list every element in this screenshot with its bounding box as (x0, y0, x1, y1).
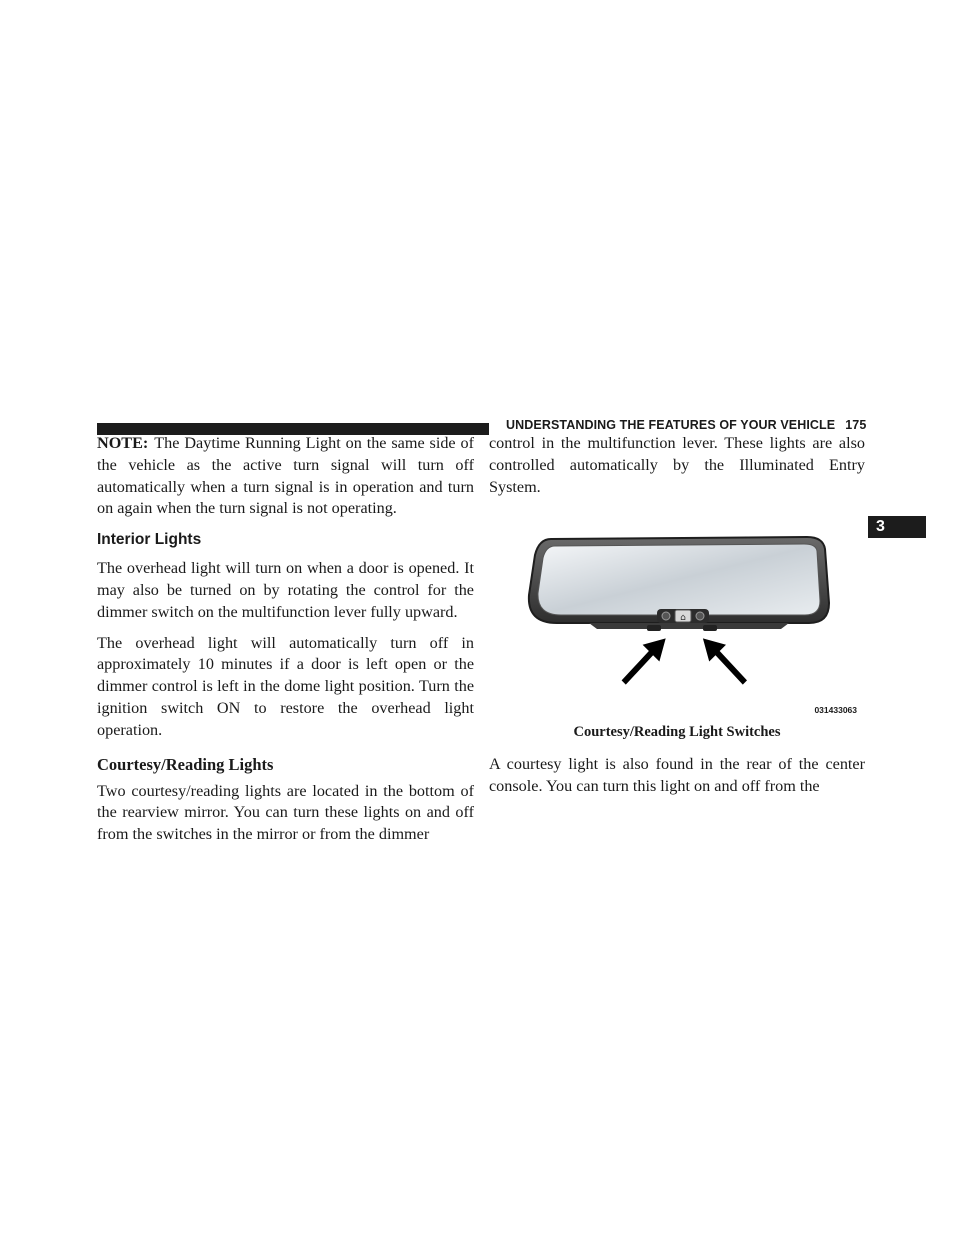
right-arrow-icon (703, 638, 747, 684)
running-header (506, 418, 866, 432)
rearview-mirror-illustration (489, 525, 865, 715)
chapter-tab: 3 (868, 516, 926, 538)
right-column-top (489, 433, 865, 498)
right-light-switch (696, 612, 704, 620)
right-column-bottom (489, 754, 865, 798)
right-lamp (703, 625, 717, 631)
mirror-base-lip (589, 623, 789, 629)
note-text: The Daytime Running Light on the same side of the vehicle as the active turn signal will turn off automatically when a turn signal is in operation and turn on again when the turn signal is not operating. (97, 434, 474, 518)
interior-paragraph-1: The overhead light will turn on when a door is opened. It may also be turned on by rotating the control for the dimmer switch on the multifunction lever fully upward. (97, 559, 474, 621)
figure-id: 031433063 (814, 705, 857, 715)
interior-paragraph-2: The overhead light will automatically turn off in approximately 10 minutes if a door is left open or the dimmer control is left in the dome light position. Turn the ignition switch ON to restore the overhead light operation. (97, 633, 474, 739)
left-lamp (647, 625, 661, 631)
mirror-glass (538, 544, 820, 615)
page-number: 175 (845, 418, 867, 432)
note-label: NOTE: (97, 434, 149, 452)
left-column (97, 433, 474, 846)
continuation-paragraph: control in the multifunction lever. These lights are also controlled automatically by the Illuminated Entry System. (489, 434, 865, 496)
section-title: UNDERSTANDING THE FEATURES OF YOUR VEHICLE (506, 418, 836, 432)
interior-lights-heading: Interior Lights (97, 531, 202, 549)
note-paragraph (97, 433, 474, 520)
final-paragraph: A courtesy light is also found in the rear of the center console. You can turn this light on and off from the (489, 755, 865, 795)
mirror-figure (489, 525, 865, 757)
figure-caption: Courtesy/Reading Light Switches (573, 724, 781, 740)
left-light-switch (662, 612, 670, 620)
courtesy-lights-heading: Courtesy/Reading Lights (97, 754, 274, 774)
left-arrow-icon (622, 638, 666, 684)
courtesy-paragraph: Two courtesy/reading lights are located in the bottom of the rearview mirror. You can turn these lights on and off from the switches in the mirror or from the dimmer (97, 781, 474, 844)
svg-text:⌂: ⌂ (680, 613, 686, 623)
